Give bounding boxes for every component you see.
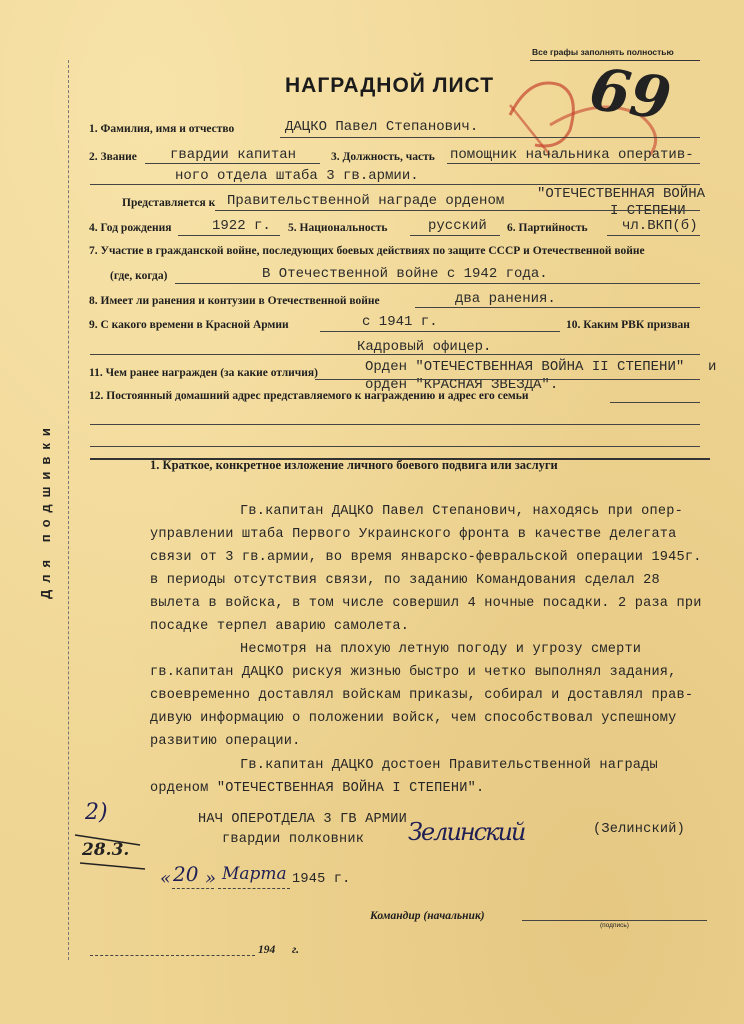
- signature-position: НАЧ ОПЕРОТДЕЛА 3 ГВ АРМИИ: [198, 812, 407, 827]
- narrative-line-3: связи от 3 гв.армии, во время январско-февральской операции 1945г.: [150, 550, 702, 565]
- narrative-line-4: в периоды отсутствия связи, по заданию Командования сделал 28: [150, 573, 660, 588]
- field-2-line: [145, 163, 320, 164]
- footer-year-blank: 194: [258, 944, 276, 956]
- field-3-line-1: [447, 163, 700, 164]
- field-3-line-2: [90, 184, 700, 185]
- field-4-label: 4. Год рождения: [89, 222, 172, 234]
- narrative-line-2: управлении штаба Первого Украинского фронта в качестве делегата: [150, 527, 677, 542]
- date-year: 1945 г.: [292, 872, 351, 887]
- narrative-line-10: дивую информацию о положении войск, чем способствовал успешному: [150, 711, 677, 726]
- binding-label: Для подшивки: [38, 421, 53, 599]
- field-2-value: гвардии капитан: [170, 147, 297, 163]
- signature-rank: гвардии полковник: [222, 832, 365, 847]
- field-9-label: 9. С какого времени в Красной Армии: [89, 319, 289, 331]
- margin-note-strokes: [70, 825, 150, 875]
- archive-number: 69: [585, 54, 676, 134]
- date-day-line: [172, 888, 214, 889]
- presented-label: Представляется к: [122, 197, 216, 209]
- field-8-line: [415, 307, 700, 308]
- signature-name: (Зелинский): [593, 822, 685, 837]
- presented-value-2: "ОТЕЧЕСТВЕННАЯ ВОЙНА: [537, 186, 706, 202]
- field-3-label: 3. Должность, часть: [331, 151, 435, 163]
- narrative-line-7: Несмотря на плохую летную погоду и угрозу смерти: [240, 642, 642, 657]
- field-7-value: В Отечественной войне с 1942 года.: [262, 266, 548, 282]
- margin-note-mark: 2): [85, 800, 108, 825]
- field-4-value: 1922 г.: [212, 218, 271, 234]
- field-1-value: ДАЦКО Павел Степанович.: [285, 119, 479, 135]
- narrative-line-1: Гв.капитан ДАЦКО Павел Степанович, находясь при опер-: [240, 504, 683, 519]
- narrative-line-5: вылета в войска, в том числе совершил 4 ночные посадки. 2 раза при: [150, 596, 702, 611]
- field-12-line-1: [610, 402, 700, 403]
- narrative-line-8: гв.капитан ДАЦКО рискуя жизнью быстро и четко выполнял задания,: [150, 665, 677, 680]
- date-month: Марта: [222, 864, 287, 884]
- field-10-line: [90, 354, 700, 355]
- field-9-line: [320, 331, 560, 332]
- field-12-line-2: [90, 424, 700, 425]
- field-11-line: [315, 379, 700, 380]
- field-11-value-3: и: [708, 359, 717, 375]
- field-6-label: 6. Партийность: [507, 222, 588, 234]
- field-9-value: с 1941 г.: [362, 314, 438, 330]
- field-11-label: 11. Чем ранее награжден (за какие отличия): [89, 367, 318, 379]
- field-7-line: [175, 283, 700, 284]
- page-title: НАГРАДНОЙ ЛИСТ: [285, 74, 495, 97]
- field-4-line: [178, 235, 280, 236]
- field-6-line: [607, 235, 700, 236]
- field-12-label: 12. Постоянный домашний адрес представляемого к награждению и адрес его семьи: [89, 390, 529, 402]
- field-8-value: два ранения.: [455, 291, 556, 307]
- footer-year-suffix: г.: [292, 944, 299, 956]
- field-5-line: [410, 235, 500, 236]
- date-open-quote: «: [160, 868, 172, 889]
- field-11-value-1: Орден "ОТЕЧЕСТВЕННАЯ ВОЙНА II СТЕПЕНИ": [365, 359, 685, 375]
- margin-note-date: 28.3.: [82, 840, 130, 860]
- date-day: 20: [173, 862, 199, 886]
- field-5-label: 5. Национальность: [288, 222, 388, 234]
- instruction-stamp: Все графы заполнять полностью: [532, 47, 674, 57]
- narrative-line-12: Гв.капитан ДАЦКО достоен Правительственной награды: [240, 758, 658, 773]
- field-7-label-1: 7. Участие в гражданской войне, последующих боевых действиях по защите СССР и Отечественной войне: [89, 245, 645, 257]
- commander-label: Командир (начальник): [370, 910, 485, 922]
- field-3-value-1: помощник начальника оператив-: [450, 147, 694, 163]
- presented-value-1: Правительственной награде орденом: [227, 193, 505, 209]
- narrative-line-11: развитию операции.: [150, 734, 301, 749]
- field-10-value: Кадровый офицер.: [357, 339, 492, 355]
- section-heading: 1. Краткое, конкретное изложение личного боевого подвига или заслуги: [150, 458, 558, 472]
- presented-line: [215, 210, 700, 211]
- field-3-value-2: ного отдела штаба 3 гв.армии.: [175, 168, 419, 184]
- field-6-value: чл.ВКП(б): [622, 218, 698, 234]
- narrative-line-13: орденом "ОТЕЧЕСТВЕННАЯ ВОЙНА I СТЕПЕНИ".: [150, 781, 485, 796]
- field-1-line: [280, 137, 700, 138]
- binding-margin-line: [68, 60, 69, 960]
- presented-value-3: I СТЕПЕНИ: [610, 203, 686, 219]
- footer-date-line: [90, 955, 255, 956]
- field-7-label-2: (где, когда): [110, 270, 168, 282]
- field-10-label: 10. Каким РВК призван: [566, 319, 690, 331]
- date-month-line: [218, 888, 290, 889]
- field-11-value-2: орден "КРАСНАЯ ЗВЕЗДА".: [365, 377, 559, 393]
- field-2-label: 2. Звание: [89, 151, 137, 163]
- signature-hint: (подпись): [600, 922, 629, 929]
- field-12-line-3: [90, 446, 700, 447]
- field-5-value: русский: [428, 218, 487, 234]
- narrative-line-6: посадке терпел аварию самолета.: [150, 619, 410, 634]
- field-8-label: 8. Имеет ли ранения и контузии в Отечественной войне: [89, 295, 380, 307]
- narrative-line-9: своевременно доставлял войскам приказы, собирал и доставлял прав-: [150, 688, 694, 703]
- date-close-quote: »: [205, 868, 217, 889]
- commander-signature-line: [522, 920, 707, 921]
- handwritten-signature: Зелинский: [408, 818, 525, 846]
- field-1-label: 1. Фамилия, имя и отчество: [89, 123, 235, 135]
